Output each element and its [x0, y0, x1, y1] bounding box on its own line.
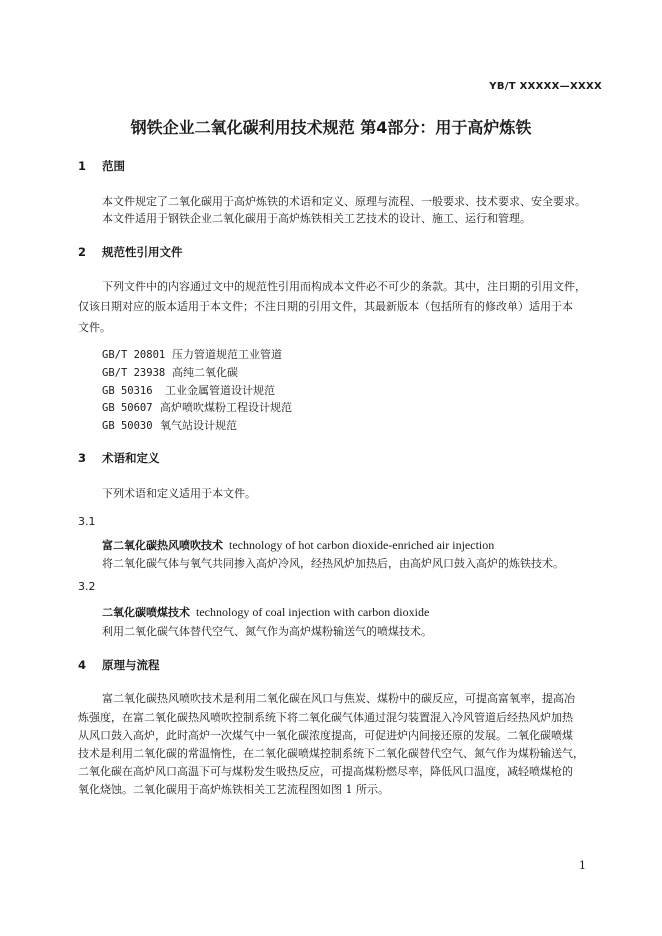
paragraph-line: 炼强度，在富二氧化碳热风喷吹控制系统下将二氧化碳气体通过混匀装置混入冷风管道后经热风炉加热 [78, 711, 573, 724]
section-title: 术语和定义 [102, 451, 160, 465]
section-number: 3 [78, 451, 87, 465]
section-2-heading [78, 244, 183, 260]
term-en: technology of hot carbon dioxide-enriched air injection [229, 538, 495, 552]
reference-code: GB/T 23938 [102, 367, 166, 379]
reference-title: 氧气站设计规范 [160, 419, 237, 432]
paragraph: 下列术语和定义适用于本文件。 [102, 487, 256, 500]
reference-item [102, 399, 292, 415]
section-1-heading [78, 158, 125, 174]
term-number: 3.1 [78, 515, 96, 528]
reference-item [102, 417, 237, 433]
term-entry [102, 537, 494, 553]
section-title: 规范性引用文件 [102, 245, 183, 259]
paragraph-line: 技术是利用二氧化碳的常温惰性，在二氧化碳喷煤控制系统下二氧化碳替代空气、氮气作为煤粉输送气， [78, 747, 584, 760]
section-3-heading [78, 450, 160, 466]
reference-item [102, 364, 238, 380]
term-definition: 利用二氧化碳气体替代空气、氮气作为高炉煤粉输送气的喷煤技术。 [102, 625, 432, 638]
reference-title: 工业金属管道设计规范 [165, 384, 275, 397]
section-number: 1 [78, 159, 87, 173]
reference-code: GB 50607 [102, 402, 153, 414]
reference-item [102, 346, 282, 362]
paragraph-line: 二氧化碳在高炉风口高温下可与煤粉发生吸热反应，可提高煤粉燃尽率，降低风口温度，减轻喷煤枪的 [78, 765, 573, 778]
reference-title: 高炉喷吹煤粉工程设计规范 [160, 401, 292, 414]
reference-code: GB/T 20801 [102, 349, 166, 361]
reference-item [102, 382, 275, 398]
paragraph-line: 文件。 [78, 321, 111, 334]
term-definition: 将二氧化碳气体与氧气共同掺入高炉冷风，经热风炉加热后，由高炉风口鼓入高炉的炼铁技术。 [102, 557, 564, 570]
standard-code: YB/T XXXXX—XXXX [489, 81, 602, 92]
paragraph: 本文件适用于钢铁企业二氧化碳用于高炉炼铁相关工艺技术的设计、施工、运行和管理。 [102, 212, 531, 225]
section-title: 原理与流程 [102, 658, 160, 672]
paragraph-line: 氧化烧蚀。二氧化碳用于高炉炼铁相关工艺流程图如图 1 所示。 [78, 783, 389, 796]
paragraph-line: 从风口鼓入高炉，此时高炉一次煤气中一氧化碳浓度提高，可促进炉内间接还原的发展。二氧化碳喷煤 [78, 729, 573, 742]
section-4-heading [78, 657, 160, 673]
paragraph-line: 仅该日期对应的版本适用于本文件；不注日期的引用文件，其最新版本（包括所有的修改单）适用于本 [78, 300, 573, 313]
term-zh: 富二氧化碳热风喷吹技术 [102, 539, 223, 552]
section-title: 范围 [102, 159, 125, 173]
term-entry [102, 604, 429, 620]
reference-code: GB 50030 [102, 420, 153, 432]
reference-title: 压力管道规范工业管道 [172, 348, 282, 361]
document-title: 钢铁企业二氧化碳利用技术规范 第4部分：用于高炉炼铁 [130, 118, 532, 137]
section-number: 2 [78, 245, 87, 259]
term-number: 3.2 [78, 580, 96, 593]
paragraph: 本文件规定了二氧化碳用于高炉炼铁的术语和定义、原理与流程、一般要求、技术要求、安全要求。 [102, 195, 586, 208]
page-number: 1 [579, 859, 586, 872]
reference-code: GB 50316 [102, 385, 153, 397]
reference-title: 高纯二氧化碳 [172, 366, 238, 379]
term-en: technology of coal injection with carbon dioxide [196, 605, 430, 619]
term-zh: 二氧化碳喷煤技术 [102, 606, 190, 619]
paragraph-line: 下列文件中的内容通过文中的规范性引用而构成本文件必不可少的条款。其中，注日期的引用文件， [102, 280, 586, 293]
section-number: 4 [78, 658, 87, 672]
paragraph-line: 富二氧化碳热风喷吹技术是利用二氧化碳在风口与焦炭、煤粉中的碳反应，可提高富氧率，提高冶 [102, 692, 575, 705]
